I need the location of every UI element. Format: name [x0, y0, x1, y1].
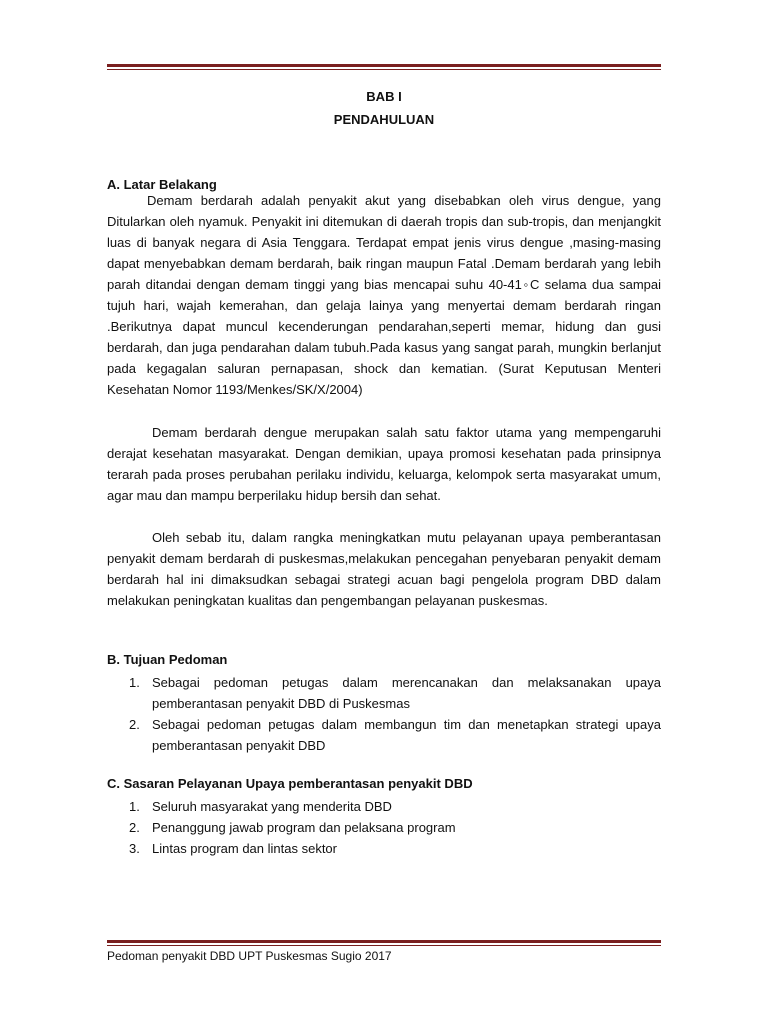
objectives-list [107, 672, 661, 756]
section-a-heading: A. Latar Belakang [107, 177, 217, 192]
paragraph-1: Demam berdarah adalah penyakit akut yang disebabkan oleh virus dengue, yang Ditularkan oleh nyamuk. Penyakit ini ditemukan di daerah tropis dan sub-tropis, dan menjangkit luas di banyak negara di Asia Tenggara. Terdapat empat jenis virus dengue ,masing-masing dapat menyebabkan demam berdarah, baik ringan maupun Fatal .Demam berdarah yang lebih parah ditandai dengan demam tinggi yang bias mencapai suhu 40-41◦C selama dua sampai tujuh hari, wajah kemerahan, dan gelaja lainya yang menyertai demam berdarah ringan .Berikutnya dapat muncul kecenderungan pendarahan,seperti memar, hidung dan gusi berdarah, dan juga pendarahan dalam tubuh.Pada kasus yang sangat parah, mungkin berlanjut pada kegagalan saluran pernapasan, shock dan kematian. (Surat Keputusan Menteri Kesehatan Nomor 1193/Menkes/SK/X/2004) [107, 193, 661, 397]
footer-rule [107, 940, 661, 946]
section-b-heading: B. Tujuan Pedoman [107, 652, 228, 667]
list-item: 2. Penanggung jawab program dan pelaksana program [129, 820, 456, 835]
footer-text: Pedoman penyakit DBD UPT Puskesmas Sugio 2017 [107, 949, 392, 963]
list-item: 1. Sebagai pedoman petugas dalam merencanakan dan melaksanakan upaya pemberantasan penyakit DBD di Puskesmas [129, 675, 661, 711]
targets-list [107, 796, 661, 859]
chapter-number: BAB I [366, 89, 402, 104]
list-item: 1. Seluruh masyarakat yang menderita DBD [129, 799, 392, 814]
header-rule [107, 64, 661, 70]
section-c-heading: C. Sasaran Pelayanan Upaya pemberantasan penyakit DBD [107, 776, 473, 791]
paragraph-2: Demam berdarah dengue merupakan salah satu faktor utama yang mempengaruhi derajat kesehatan masyarakat. Dengan demikian, upaya promosi kesehatan pada prinsipnya terarah pada proses perubahan perilaku individu, keluarga, kelompok serta masyarakat umum, agar mau dan mampu berperilaku hidup bersih dan sehat. [107, 425, 661, 503]
chapter-title: PENDAHULUAN [333, 112, 435, 127]
paragraph-3: Oleh sebab itu, dalam rangka meningkatkan mutu pelayanan upaya pemberantasan penyakit demam berdarah di puskesmas,melakukan pencegahan penyebaran penyakit demam berdarah hal ini dimaksudkan sebagai strategi acuan bagi pengelola program DBD dalam melakukan peningkatan kualitas dan pengembangan pelayanan puskesmas. [107, 530, 661, 608]
list-item: 3. Lintas program dan lintas sektor [129, 841, 337, 856]
list-item: 2. Sebagai pedoman petugas dalam membangun tim dan menetapkan strategi upaya pemberantasan penyakit DBD [129, 717, 661, 753]
